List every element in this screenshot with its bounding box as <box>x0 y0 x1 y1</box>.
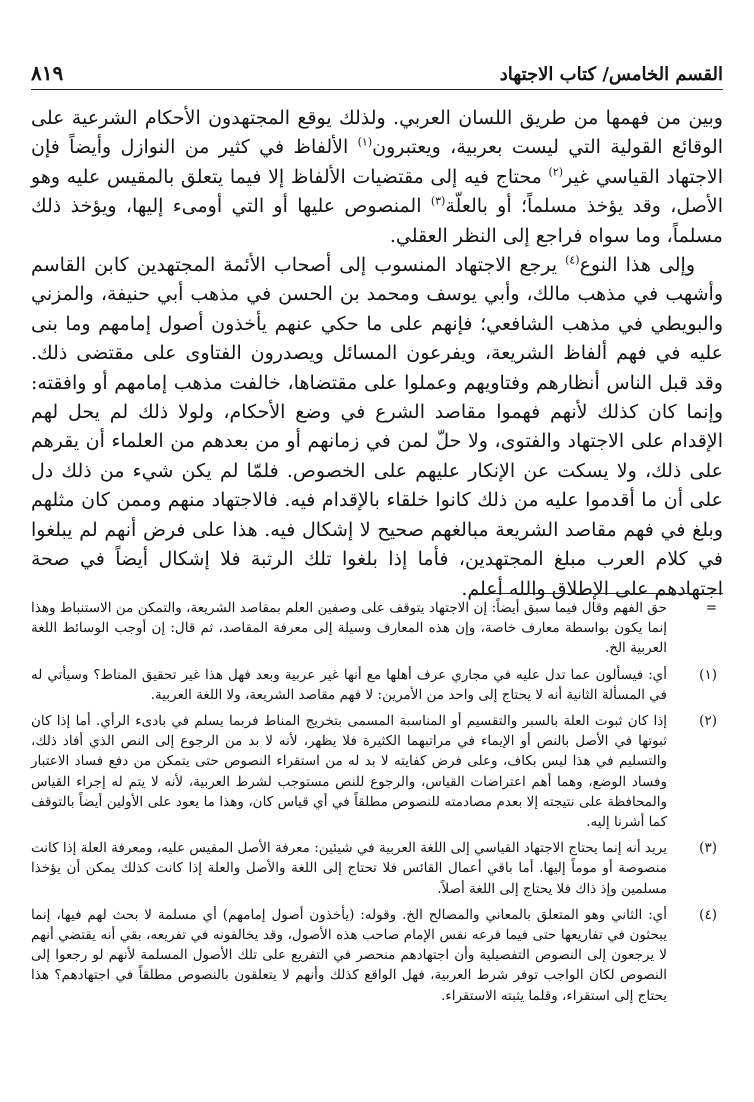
footnotes <box>31 598 723 1012</box>
running-title: القسم الخامس/ كتاب الاجتهاد <box>499 64 723 85</box>
paragraph-2-part-2: يرجع الاجتهاد المنسوب إلى أصحاب الأئمة المجتهدين كابن القاسم وأشهب في مذهب مالك، وأبي يوسف ومحمد بن الحسن في مذهب أبي حنيفة، والمزني والبويطي في مذهب الشافعي؛ فإنهم على ما حكي عنهم يأخذون أصول إمامهم وما بنى عليه في فهم ألفاظ الشريعة، ويفرعون المسائل ويصدرون الفتاوى على مقتضى ذلك. وقد قبل الناس أنظارهم وفتاويهم وعملوا على مقتضاها، خالفت مذهب إمامهم أو وافقته: وإنما كان كذلك لأنهم فهموا مقاصد الشرع في وضع الأحكام، ولولا ذلك لم يحل لهم الإقدام على الاجتهاد والفتوى، ولا حلّ لمن في زمانهم أو من بعدهم من العلماء أن يقرهم على ذلك، ولا يسكت عن الإنكار عليهم على الخصوص. فلمّا لم يكن شيء من ذلك دل على أن ما أقدموا عليه من ذلك كانوا خلقاء بالإقدام فيه. فالاجتهاد منهم وممن كان مثلهم وبلغ في فهم مقاصد الشريعة مبالغهم صحيح لا إشكال فيه. هذا على فرض أنهم لم يبلغوا في كلام العرب مبلغ المجتهدين، فأما إذا بلغوا تلك الرتبة فلا إشكال أيضاً في صحة اجتهادهم على الإطلاق والله أعلم. <box>31 254 723 600</box>
footnote-text: حق الفهم وقال فيما سبق أيضاً: إن الاجتهاد يتوقف على وصفين العلم بمقاصد الشريعة، والتمكن من الاستنباط وهذا إنما يكون بواسطة معارف خاصة، وإن هذه المعارف وسيلة إلى معرفة المقاصد، ثم قال: إن أوجب الوسائط اللغة العربية الخ. <box>31 600 667 657</box>
footnote-text: أي: الثاني وهو المتعلق بالمعاني والمصالح الخ. وقوله: (يأخذون أصول إمامهم) أي مسلمة لا بحث لهم فيها، إنما يبحثون في تفاريعها حتى فيما فرعه نفس الإمام صاحب هذه الأصول، وقد يخالفونه في تفريعه، بقي أنه يقتضي أنهم لا يرجعون إلى النصوص التفصيلية وأن اجتهادهم منحصر في التفريع على تلك الأصول المسلمة لأنهم لو رجعوا إلى النصوص لكان الواجب توفر شرط العربية، فهل الواقع كذلك وأنهم لا يتعلقون بالنصوص مطلقاً في اجتهادهم؟ هذا يحتاج إلى استقراء، وقلما يثبته الاستقراء. <box>31 906 667 1004</box>
main-text <box>31 104 723 604</box>
paragraph-1-part-3: محتاج فيه إلى مقتضيات الألفاظ إلا فيما يتعلق بالمقيس عليه وهو الأصل، وقد يؤخذ مسلماً؛ أو بالعلّة <box>31 165 723 218</box>
paragraph-1-part-1: وبين من فهمها من طريق اللسان العربي. ولذلك يوقع المجتهدون الأحكام الشرعية على الوقائع القولية التي ليست بعربية، ويعتبرون <box>31 107 723 159</box>
footnote-3 <box>31 838 723 899</box>
footnote-ref-4[interactable]: (٤) <box>565 253 580 267</box>
paragraph-2-part-1: وإلى هذا النوع <box>579 254 695 277</box>
paragraph-1-part-4: المنصوص عليها أو التي أومىء إليها، ويؤخذ ذلك مسلماً، وما سواه فراجع إلى النظر العقلي. <box>31 195 723 247</box>
footnote-4 <box>31 905 723 1006</box>
footnote-mark: (١) <box>699 666 717 683</box>
footnote-mark: = <box>705 600 717 616</box>
footnote-1 <box>31 665 723 705</box>
page-header <box>31 60 723 90</box>
footnote-separator <box>473 593 723 594</box>
paragraph-2 <box>31 251 723 604</box>
footnote-mark: (٢) <box>699 713 717 730</box>
footnote-ref-3[interactable]: (٣) <box>430 194 446 208</box>
footnote-text: أي: فيسألون عما تدل عليه في مجاري عرف أهلها مع أنها غير عربية وبعد فهل هذا غير تحقيق المناط؟ وسيأتي له في المسألة الثانية أنه لا يحتاج إلى واحد من الأمرين: لا فهم مقاصد الشريعة، ولا اللغة العربية. <box>31 666 667 703</box>
footnote-text: إذا كان ثبوت العلة بالسبر والتقسيم أو المناسبة المسمى بتخريج المناط فربما يسلم في بادىء الرأي. أما إذا كان ثبوتها في الأصل بالنص أو الإيماء في مراتبهما الكثيرة فلا يظهر، لأنه لا بد من الرجوع إلى النص الذي أفاد ذلك، والتسليم في هذا ليس بكاف، وعلى فرض كفايته لا بد له من استقراء النصوص حتى يتمكن من دفع فساد الاعتبار وفساد الوضع، وهما أهم اعتراضات القياس، والرجوع للنص مستوجب لشرط العربية، لأنه لا يتم له إجراء القياس والمحافظة على نتيجته إلا بعدم مصادمته للنصوص مطلقاً في أي قياس كان، وهذا ما يعود على الأولين أيضاً بالتوقف كما أشرنا إليه. <box>31 713 667 831</box>
footnote-text: يريد أنه إنما يحتاج الاجتهاد القياسي إلى اللغة العربية في شيئين: معرفة الأصل المقيس عليه، ومعرفة العلة إذا كانت منصوصة أو موماً إليها. أما باقي أعمال القائس فلا تحتاج إلى اللغة والأصل والعلة إذا كانت كذلك يمكن أن يؤخذا مسلمين وإذ ذاك فلا يحتاج إلى اللغة أصلاً. <box>31 840 667 897</box>
footnote-2 <box>31 711 723 832</box>
footnote-mark: (٣) <box>699 840 717 857</box>
footnote-ref-1[interactable]: (١) <box>357 136 373 150</box>
paragraph-1 <box>31 104 723 251</box>
footnote-continued <box>31 598 723 659</box>
footnote-mark: (٤) <box>699 906 717 923</box>
page-number: ٨١٩ <box>31 61 64 85</box>
paragraph-1-part-2: الألفاظ في كثير من النوازل وأيضاً فإن الاجتهاد القياسي غير <box>31 136 723 188</box>
footnote-ref-2[interactable]: (٢) <box>548 165 563 179</box>
